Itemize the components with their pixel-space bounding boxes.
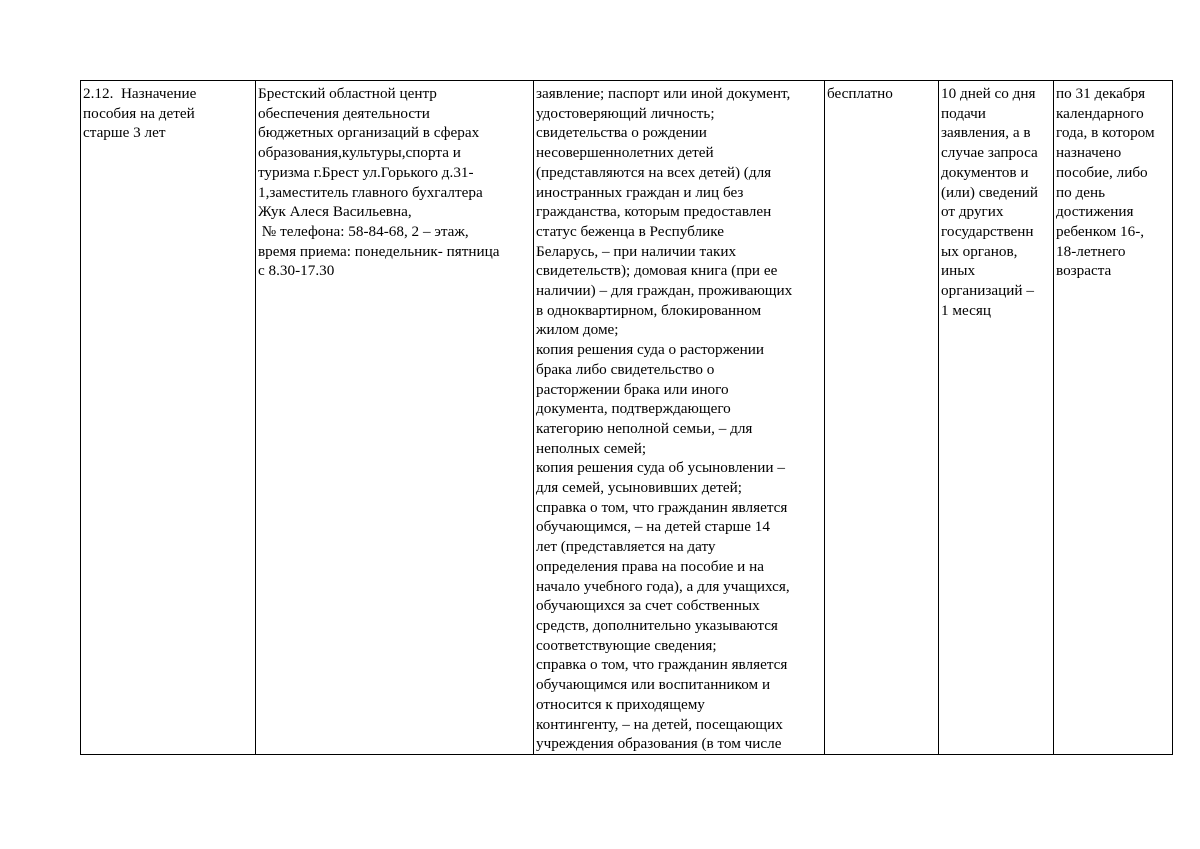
documents-cell [534, 81, 825, 755]
documents-line: несовершеннолетних детей [536, 144, 714, 162]
documents-line: документа, подтверждающего [536, 400, 731, 418]
documents-line: (представляются на всех детей) (для [536, 163, 772, 181]
validity-line: года, в котором [1056, 124, 1155, 142]
documents-line: начало учебного года), а для учащихся, [536, 577, 790, 595]
documents-line: соответствующие сведения; [536, 636, 717, 654]
procedure-name-line: старше 3 лет [83, 124, 166, 142]
authority-cell [256, 81, 534, 755]
term-line: организаций – [941, 282, 1034, 300]
term-line: (или) сведений [941, 183, 1038, 201]
documents-line: свидетельства о рождении [536, 124, 707, 142]
documents-line: категорию неполной семьи, – для [536, 419, 753, 437]
documents-line: определения права на пособие и на [536, 557, 764, 575]
documents-line: свидетельств); домовая книга (при ее [536, 262, 778, 280]
documents-line: Беларусь, – при наличии таких [536, 242, 737, 260]
authority-line: туризма г.Брест ул.Горького д.31- [258, 163, 474, 181]
authority-line: время приема: понедельник- пятница [258, 242, 500, 260]
documents-line: учреждения образования (в том числе [536, 735, 782, 753]
authority-line: Брестский областной центр [258, 85, 437, 102]
documents-line: обучающихся за счет собственных [536, 597, 760, 615]
validity-line: 18-летнего [1056, 242, 1126, 260]
term-line: документов и [941, 163, 1029, 181]
term-line: заявления, а в [941, 124, 1031, 142]
term-line: 1 месяц [941, 301, 991, 319]
validity-line: возраста [1056, 262, 1112, 280]
documents-line: копия решения суда о расторжении [536, 341, 764, 359]
documents-line: лет (представляется на дату [536, 538, 716, 556]
term-line: 10 дней со дня [941, 85, 1036, 102]
authority-line: обеспечения деятельности [258, 104, 430, 122]
validity-line: ребенком 16-, [1056, 222, 1145, 240]
authority-line: с 8.30-17.30 [258, 262, 335, 280]
documents-line: расторжении брака или иного [536, 380, 729, 398]
authority-line: № телефона: 58-84-68, 2 – этаж, [258, 222, 469, 240]
procedure-name-line: пособия на детей [83, 104, 195, 122]
authority-line: образования,культуры,спорта и [258, 144, 461, 162]
documents-line: в одноквартирном, блокированном [536, 301, 762, 319]
validity-line: назначено [1056, 144, 1122, 162]
documents-line: жилом доме; [536, 321, 619, 339]
documents-line: заявление; паспорт или иной документ, [536, 85, 791, 102]
documents-line: контингенту, – на детей, посещающих [536, 715, 783, 733]
fee-cell [825, 81, 939, 755]
procedure-name-cell [81, 81, 256, 755]
term-line: случае запроса [941, 144, 1038, 162]
authority-line: Жук Алеся Васильевна, [258, 203, 412, 221]
documents-line: удостоверяющий личность; [536, 104, 715, 122]
term-cell [939, 81, 1054, 755]
term-line: ых органов, [941, 242, 1018, 260]
documents-line: гражданства, которым предоставлен [536, 203, 772, 221]
documents-line: иностранных граждан и лиц без [536, 183, 744, 201]
validity-line: пособие, либо [1056, 163, 1148, 181]
procedure-name-line: 2.12. Назначение [83, 85, 197, 102]
validity-line: по 31 декабря [1056, 85, 1146, 102]
validity-line: достижения [1056, 203, 1134, 221]
documents-line: справка о том, что гражданин является [536, 498, 788, 516]
documents-line: наличии) – для граждан, проживающих [536, 282, 793, 300]
documents-line: неполных семей; [536, 439, 647, 457]
documents-line: обучающимся или воспитанником и [536, 676, 771, 694]
authority-line: бюджетных организаций в сферах [258, 124, 480, 142]
documents-line: для семей, усыновивших детей; [536, 479, 742, 497]
documents-line: относится к приходящему [536, 695, 705, 713]
term-line: подачи [941, 104, 986, 122]
validity-line: по день [1056, 183, 1106, 201]
documents-line: копия решения суда об усыновлении – [536, 459, 785, 477]
validity-cell [1054, 81, 1173, 755]
documents-line: обучающимся, – на детей старше 14 [536, 518, 770, 536]
term-line: государственн [941, 222, 1034, 240]
table-row [81, 81, 1173, 755]
documents-line: средств, дополнительно указываются [536, 616, 778, 634]
documents-line: брака либо свидетельство о [536, 360, 715, 378]
term-line: от других [941, 203, 1004, 221]
fee-line: бесплатно [827, 85, 893, 102]
validity-line: календарного [1056, 104, 1144, 122]
authority-line: 1,заместитель главного бухгалтера [258, 183, 483, 201]
procedure-table [80, 80, 1173, 755]
documents-line: статус беженца в Республике [536, 222, 724, 240]
term-line: иных [941, 262, 976, 280]
documents-line: справка о том, что гражданин является [536, 656, 788, 674]
